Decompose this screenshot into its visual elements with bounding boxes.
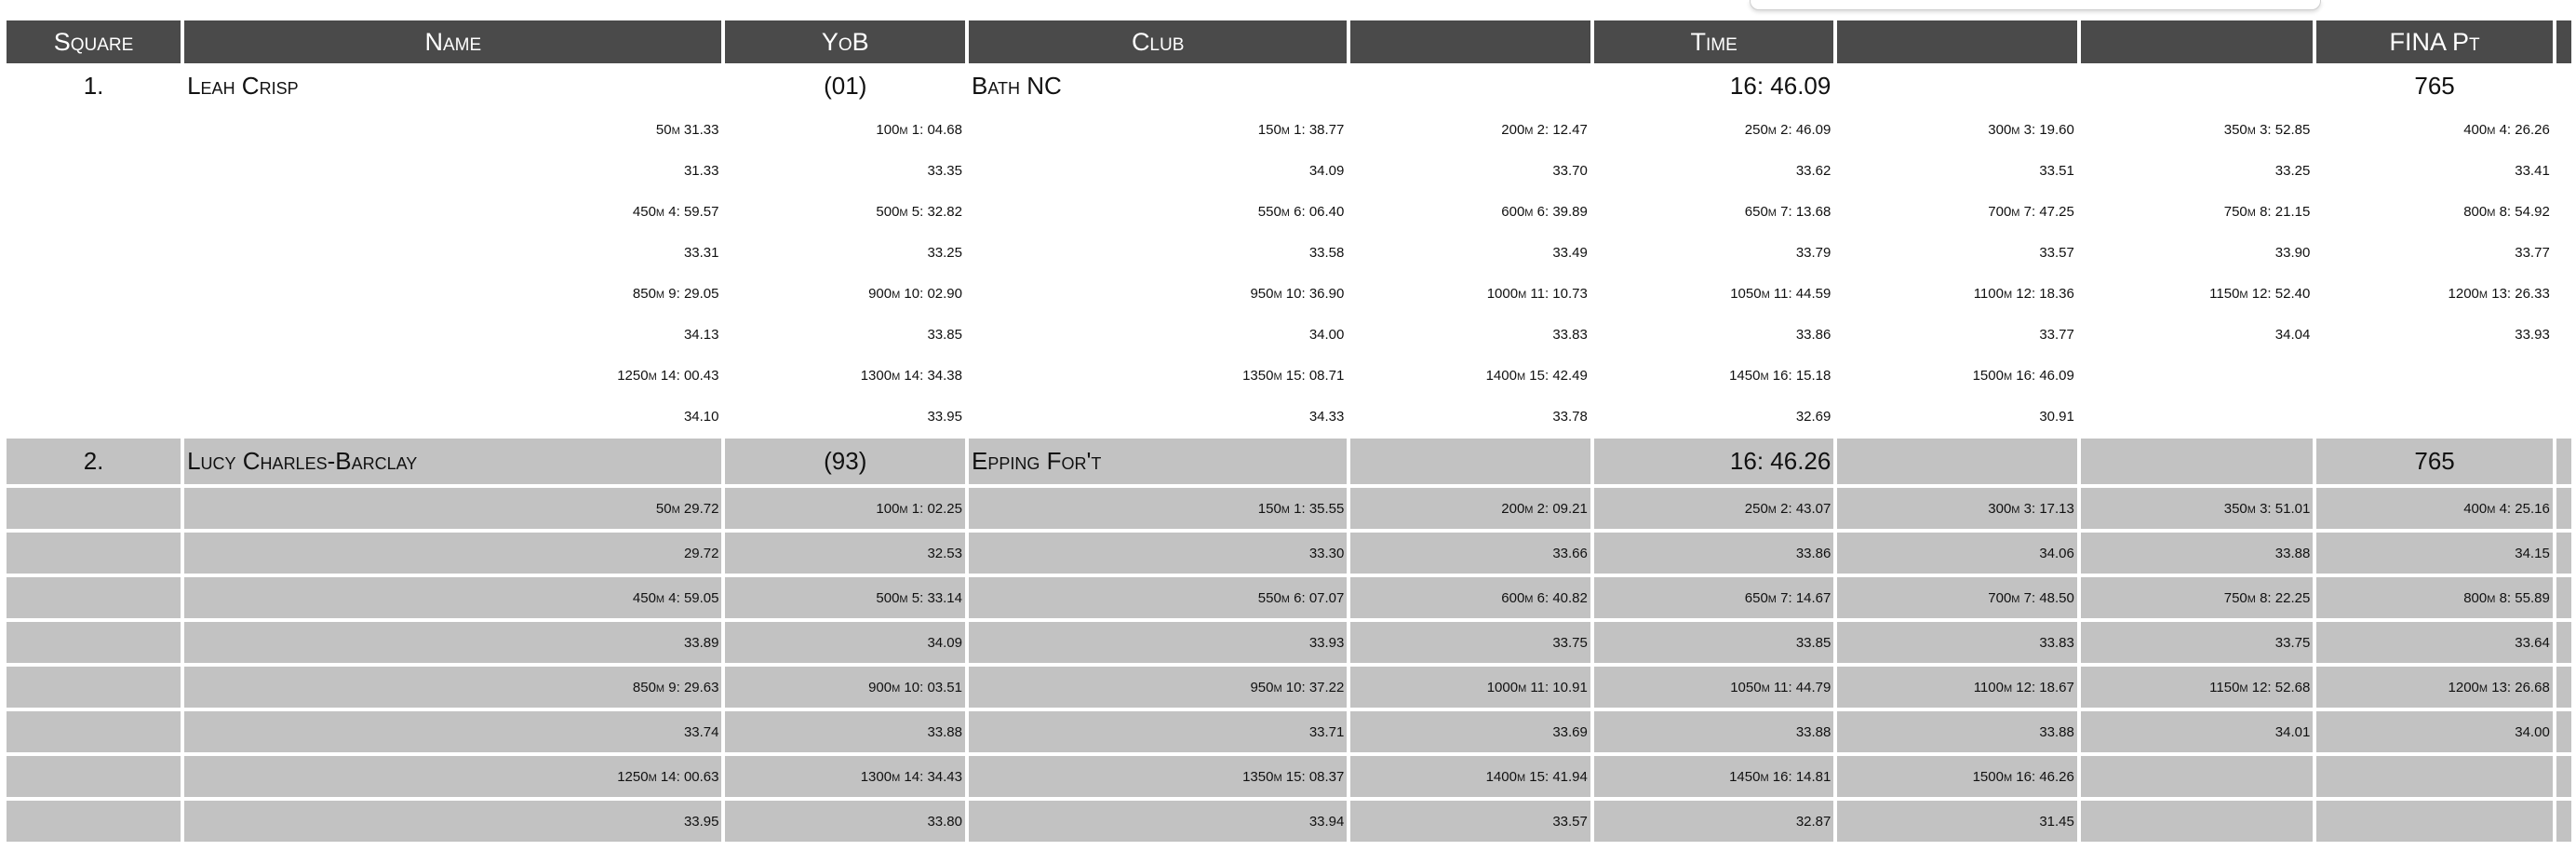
lap-time: 33.95 bbox=[927, 408, 962, 425]
split-time: 1200m 13: 26.33 bbox=[2448, 285, 2550, 302]
split-time: 1250m 14: 00.43 bbox=[617, 367, 719, 384]
split-time: 1300m 14: 34.43 bbox=[725, 752, 965, 797]
split-time: 1450m 16: 14.81 bbox=[1594, 752, 1834, 797]
lap-time-row bbox=[7, 314, 2571, 355]
blank-cell bbox=[7, 618, 181, 663]
split-time: 350m 3: 52.85 bbox=[2223, 121, 2311, 138]
year-of-birth: (01) bbox=[824, 72, 867, 100]
lap-time-row bbox=[7, 797, 2571, 842]
blank-cell bbox=[7, 708, 181, 752]
split-time: 1250m 14: 00.63 bbox=[184, 752, 721, 797]
fina-points: 765 bbox=[2316, 437, 2552, 484]
split-time: 400m 4: 26.26 bbox=[2463, 121, 2550, 138]
edge-cell bbox=[2556, 314, 2571, 355]
split-time: 1150m 12: 52.68 bbox=[2081, 663, 2313, 708]
split-time: 250m 2: 43.07 bbox=[1594, 484, 1834, 529]
lap-time: 33.62 bbox=[1795, 162, 1831, 179]
lap-time-row bbox=[7, 232, 2571, 273]
split-time: 1000m 11: 10.91 bbox=[1350, 663, 1590, 708]
col-header-square[interactable]: Square bbox=[7, 20, 181, 63]
club-name: Bath NC bbox=[971, 72, 1062, 100]
split-time: 550m 6: 07.07 bbox=[969, 574, 1347, 618]
swimmer-main-row[interactable] bbox=[7, 63, 2571, 109]
lap-time: 29.72 bbox=[184, 529, 721, 574]
lap-time: 33.79 bbox=[1795, 244, 1831, 261]
split-time: 850m 9: 29.05 bbox=[632, 285, 719, 302]
split-time: 600m 6: 40.82 bbox=[1350, 574, 1590, 618]
fina-points: 765 bbox=[2414, 72, 2455, 100]
split-time: 1500m 16: 46.09 bbox=[1972, 367, 2074, 384]
split-time: 100m 1: 02.25 bbox=[725, 484, 965, 529]
split-time-row bbox=[7, 663, 2571, 708]
split-time bbox=[2081, 355, 2313, 396]
blank-cell bbox=[7, 529, 181, 574]
split-time: 50m 29.72 bbox=[184, 484, 721, 529]
split-time: 600m 6: 39.89 bbox=[1501, 203, 1588, 220]
split-time-row bbox=[7, 191, 2571, 232]
split-time: 800m 8: 55.89 bbox=[2316, 574, 2552, 618]
edge-cell bbox=[2556, 355, 2571, 396]
lap-time: 33.86 bbox=[1795, 326, 1831, 343]
split-time: 150m 1: 38.77 bbox=[1257, 121, 1345, 138]
lap-time bbox=[2316, 797, 2552, 842]
split-time bbox=[2316, 752, 2552, 797]
lap-time: 33.85 bbox=[1594, 618, 1834, 663]
blank-cell bbox=[7, 663, 181, 708]
blank-cell bbox=[7, 191, 181, 232]
split-time: 900m 10: 02.90 bbox=[868, 285, 962, 302]
lap-time: 33.69 bbox=[1350, 708, 1590, 752]
swimmer-name: Lucy Charles-Barclay bbox=[184, 437, 721, 484]
lap-time: 34.00 bbox=[1308, 326, 1345, 343]
swimmer-name: Leah Crisp bbox=[187, 72, 299, 100]
lap-time: 34.33 bbox=[1308, 408, 1345, 425]
split-time: 950m 10: 37.22 bbox=[969, 663, 1347, 708]
split-time: 550m 6: 06.40 bbox=[1257, 203, 1345, 220]
split-time: 450m 4: 59.57 bbox=[632, 203, 719, 220]
lap-time: 33.88 bbox=[1837, 708, 2077, 752]
header-row bbox=[7, 20, 2571, 63]
lap-time: 33.66 bbox=[1350, 529, 1590, 574]
split-time: 1200m 13: 26.68 bbox=[2316, 663, 2552, 708]
lap-time: 30.91 bbox=[2039, 408, 2074, 425]
lap-time: 33.88 bbox=[725, 708, 965, 752]
col-header-time[interactable]: Time bbox=[1594, 20, 1834, 63]
edge-cell bbox=[2556, 663, 2571, 708]
split-time: 200m 2: 12.47 bbox=[1501, 121, 1588, 138]
edge-cell bbox=[2556, 273, 2571, 314]
blank-cell bbox=[1350, 437, 1590, 484]
lap-time: 33.94 bbox=[969, 797, 1347, 842]
lap-time bbox=[2081, 797, 2313, 842]
blank-cell bbox=[7, 109, 181, 150]
lap-time: 32.87 bbox=[1594, 797, 1834, 842]
col-header-edge bbox=[2556, 20, 2571, 63]
split-time: 1150m 12: 52.40 bbox=[2209, 285, 2311, 302]
lap-time: 33.25 bbox=[2274, 162, 2311, 179]
split-time-row bbox=[7, 484, 2571, 529]
split-time: 1350m 15: 08.37 bbox=[969, 752, 1347, 797]
split-time: 450m 4: 59.05 bbox=[184, 574, 721, 618]
blank-cell bbox=[7, 150, 181, 191]
lap-time: 33.35 bbox=[927, 162, 962, 179]
col-header-name[interactable]: Name bbox=[184, 20, 721, 63]
split-time: 500m 5: 32.82 bbox=[876, 203, 962, 220]
split-time: 1300m 14: 34.38 bbox=[860, 367, 962, 384]
split-time: 300m 3: 19.60 bbox=[1988, 121, 2074, 138]
col-header-fina-points[interactable]: FINA Pt bbox=[2316, 20, 2552, 63]
blank-cell bbox=[2081, 63, 2313, 109]
lap-time: 33.30 bbox=[969, 529, 1347, 574]
lap-time: 33.64 bbox=[2316, 618, 2552, 663]
lap-time: 33.80 bbox=[725, 797, 965, 842]
split-time: 300m 3: 17.13 bbox=[1837, 484, 2077, 529]
edge-cell bbox=[2556, 574, 2571, 618]
blank-cell bbox=[7, 355, 181, 396]
lap-time: 33.89 bbox=[184, 618, 721, 663]
split-time: 1100m 12: 18.36 bbox=[1973, 285, 2074, 302]
swimmer-block bbox=[7, 437, 2571, 842]
col-header-club[interactable]: Club bbox=[969, 20, 1347, 63]
lap-time: 33.88 bbox=[1594, 708, 1834, 752]
lap-time: 34.01 bbox=[2081, 708, 2313, 752]
lap-time: 33.71 bbox=[969, 708, 1347, 752]
split-time: 750m 8: 22.25 bbox=[2081, 574, 2313, 618]
blank-cell bbox=[7, 752, 181, 797]
lap-time: 34.06 bbox=[1837, 529, 2077, 574]
split-time: 100m 1: 04.68 bbox=[876, 121, 962, 138]
place-cell: 1. bbox=[83, 72, 104, 100]
split-time-row bbox=[7, 109, 2571, 150]
lap-time: 33.57 bbox=[1350, 797, 1590, 842]
split-time: 1100m 12: 18.67 bbox=[1837, 663, 2077, 708]
lap-time: 33.93 bbox=[969, 618, 1347, 663]
edge-cell bbox=[2556, 752, 2571, 797]
col-header-blank-1 bbox=[1350, 20, 1590, 63]
lap-time: 33.25 bbox=[927, 244, 962, 261]
lap-time-row bbox=[7, 618, 2571, 663]
final-time: 16: 46.09 bbox=[1729, 72, 1831, 100]
swimmer-block bbox=[7, 63, 2571, 437]
split-time: 750m 8: 21.15 bbox=[2223, 203, 2311, 220]
split-time: 200m 2: 09.21 bbox=[1350, 484, 1590, 529]
lap-time: 33.93 bbox=[2515, 326, 2550, 343]
split-time: 1050m 11: 44.79 bbox=[1594, 663, 1834, 708]
lap-time: 33.70 bbox=[1552, 162, 1588, 179]
edge-cell bbox=[2556, 63, 2571, 109]
lap-time: 33.85 bbox=[927, 326, 962, 343]
split-time-row bbox=[7, 752, 2571, 797]
blank-cell bbox=[7, 396, 181, 437]
year-of-birth: (93) bbox=[725, 437, 965, 484]
place-cell: 2. bbox=[7, 437, 181, 484]
col-header-yob[interactable]: YoB bbox=[725, 20, 965, 63]
lap-time: 33.57 bbox=[2039, 244, 2074, 261]
lap-time: 33.58 bbox=[1308, 244, 1345, 261]
blank-cell bbox=[7, 797, 181, 842]
lap-time: 34.13 bbox=[683, 326, 719, 343]
swimmer-main-row[interactable] bbox=[7, 437, 2571, 484]
lap-time: 33.88 bbox=[2081, 529, 2313, 574]
final-time: 16: 46.26 bbox=[1594, 437, 1834, 484]
blank-cell bbox=[7, 314, 181, 355]
lap-time: 34.04 bbox=[2274, 326, 2311, 343]
split-time-row bbox=[7, 355, 2571, 396]
split-time: 1000m 11: 10.73 bbox=[1486, 285, 1588, 302]
lap-time: 34.10 bbox=[683, 408, 719, 425]
lap-time bbox=[2316, 396, 2552, 437]
results-table bbox=[3, 20, 2575, 842]
split-time bbox=[2081, 752, 2313, 797]
split-time: 1050m 11: 44.59 bbox=[1730, 285, 1831, 302]
lap-time: 34.00 bbox=[2316, 708, 2552, 752]
lap-time: 32.53 bbox=[725, 529, 965, 574]
club-name: Epping For't bbox=[969, 437, 1347, 484]
split-time: 700m 7: 47.25 bbox=[1988, 203, 2074, 220]
lap-time: 33.83 bbox=[1552, 326, 1588, 343]
lap-time: 33.75 bbox=[1350, 618, 1590, 663]
lap-time-row bbox=[7, 396, 2571, 437]
popup-overlay-edge bbox=[1750, 0, 2321, 10]
blank-cell bbox=[7, 484, 181, 529]
split-time: 650m 7: 14.67 bbox=[1594, 574, 1834, 618]
blank-cell bbox=[1350, 63, 1590, 109]
edge-cell bbox=[2556, 618, 2571, 663]
edge-cell bbox=[2556, 484, 2571, 529]
lap-time: 31.33 bbox=[683, 162, 719, 179]
blank-cell bbox=[2081, 437, 2313, 484]
lap-time: 33.90 bbox=[2274, 244, 2311, 261]
lap-time: 33.77 bbox=[2515, 244, 2550, 261]
lap-time-row bbox=[7, 708, 2571, 752]
split-time: 250m 2: 46.09 bbox=[1744, 121, 1831, 138]
lap-time: 33.95 bbox=[184, 797, 721, 842]
blank-cell bbox=[7, 574, 181, 618]
lap-time: 33.51 bbox=[2039, 162, 2074, 179]
split-time: 1450m 16: 15.18 bbox=[1729, 367, 1831, 384]
edge-cell bbox=[2556, 437, 2571, 484]
lap-time-row bbox=[7, 150, 2571, 191]
lap-time: 34.15 bbox=[2316, 529, 2552, 574]
split-time: 150m 1: 35.55 bbox=[969, 484, 1347, 529]
edge-cell bbox=[2556, 797, 2571, 842]
split-time: 1500m 16: 46.26 bbox=[1837, 752, 2077, 797]
split-time: 950m 10: 36.90 bbox=[1250, 285, 1345, 302]
lap-time: 33.75 bbox=[2081, 618, 2313, 663]
split-time: 650m 7: 13.68 bbox=[1744, 203, 1831, 220]
edge-cell bbox=[2556, 232, 2571, 273]
edge-cell bbox=[2556, 396, 2571, 437]
lap-time: 33.77 bbox=[2039, 326, 2074, 343]
lap-time: 32.69 bbox=[1795, 408, 1831, 425]
blank-cell bbox=[1837, 63, 2077, 109]
lap-time: 34.09 bbox=[725, 618, 965, 663]
split-time-row bbox=[7, 273, 2571, 314]
edge-cell bbox=[2556, 109, 2571, 150]
lap-time: 31.45 bbox=[1837, 797, 2077, 842]
lap-time: 33.83 bbox=[1837, 618, 2077, 663]
lap-time: 33.49 bbox=[1552, 244, 1588, 261]
split-time: 1400m 15: 42.49 bbox=[1485, 367, 1588, 384]
lap-time: 33.86 bbox=[1594, 529, 1834, 574]
lap-time: 33.31 bbox=[683, 244, 719, 261]
edge-cell bbox=[2556, 150, 2571, 191]
split-time-row bbox=[7, 574, 2571, 618]
lap-time: 33.41 bbox=[2515, 162, 2550, 179]
split-time: 900m 10: 03.51 bbox=[725, 663, 965, 708]
split-time: 700m 7: 48.50 bbox=[1837, 574, 2077, 618]
lap-time-row bbox=[7, 529, 2571, 574]
edge-cell bbox=[2556, 708, 2571, 752]
split-time: 800m 8: 54.92 bbox=[2463, 203, 2550, 220]
split-time bbox=[2316, 355, 2552, 396]
lap-time bbox=[2081, 396, 2313, 437]
edge-cell bbox=[2556, 191, 2571, 232]
split-time: 500m 5: 33.14 bbox=[725, 574, 965, 618]
split-time: 1350m 15: 08.71 bbox=[1242, 367, 1345, 384]
split-time: 350m 3: 51.01 bbox=[2081, 484, 2313, 529]
col-header-blank-2 bbox=[1837, 20, 2077, 63]
blank-cell bbox=[1837, 437, 2077, 484]
split-time: 400m 4: 25.16 bbox=[2316, 484, 2552, 529]
edge-cell bbox=[2556, 529, 2571, 574]
lap-time: 33.78 bbox=[1552, 408, 1588, 425]
col-header-blank-3 bbox=[2081, 20, 2313, 63]
split-time: 850m 9: 29.63 bbox=[184, 663, 721, 708]
blank-cell bbox=[7, 273, 181, 314]
split-time: 50m 31.33 bbox=[655, 121, 719, 138]
lap-time: 34.09 bbox=[1308, 162, 1345, 179]
lap-time: 33.74 bbox=[184, 708, 721, 752]
split-time: 1400m 15: 41.94 bbox=[1350, 752, 1590, 797]
blank-cell bbox=[7, 232, 181, 273]
